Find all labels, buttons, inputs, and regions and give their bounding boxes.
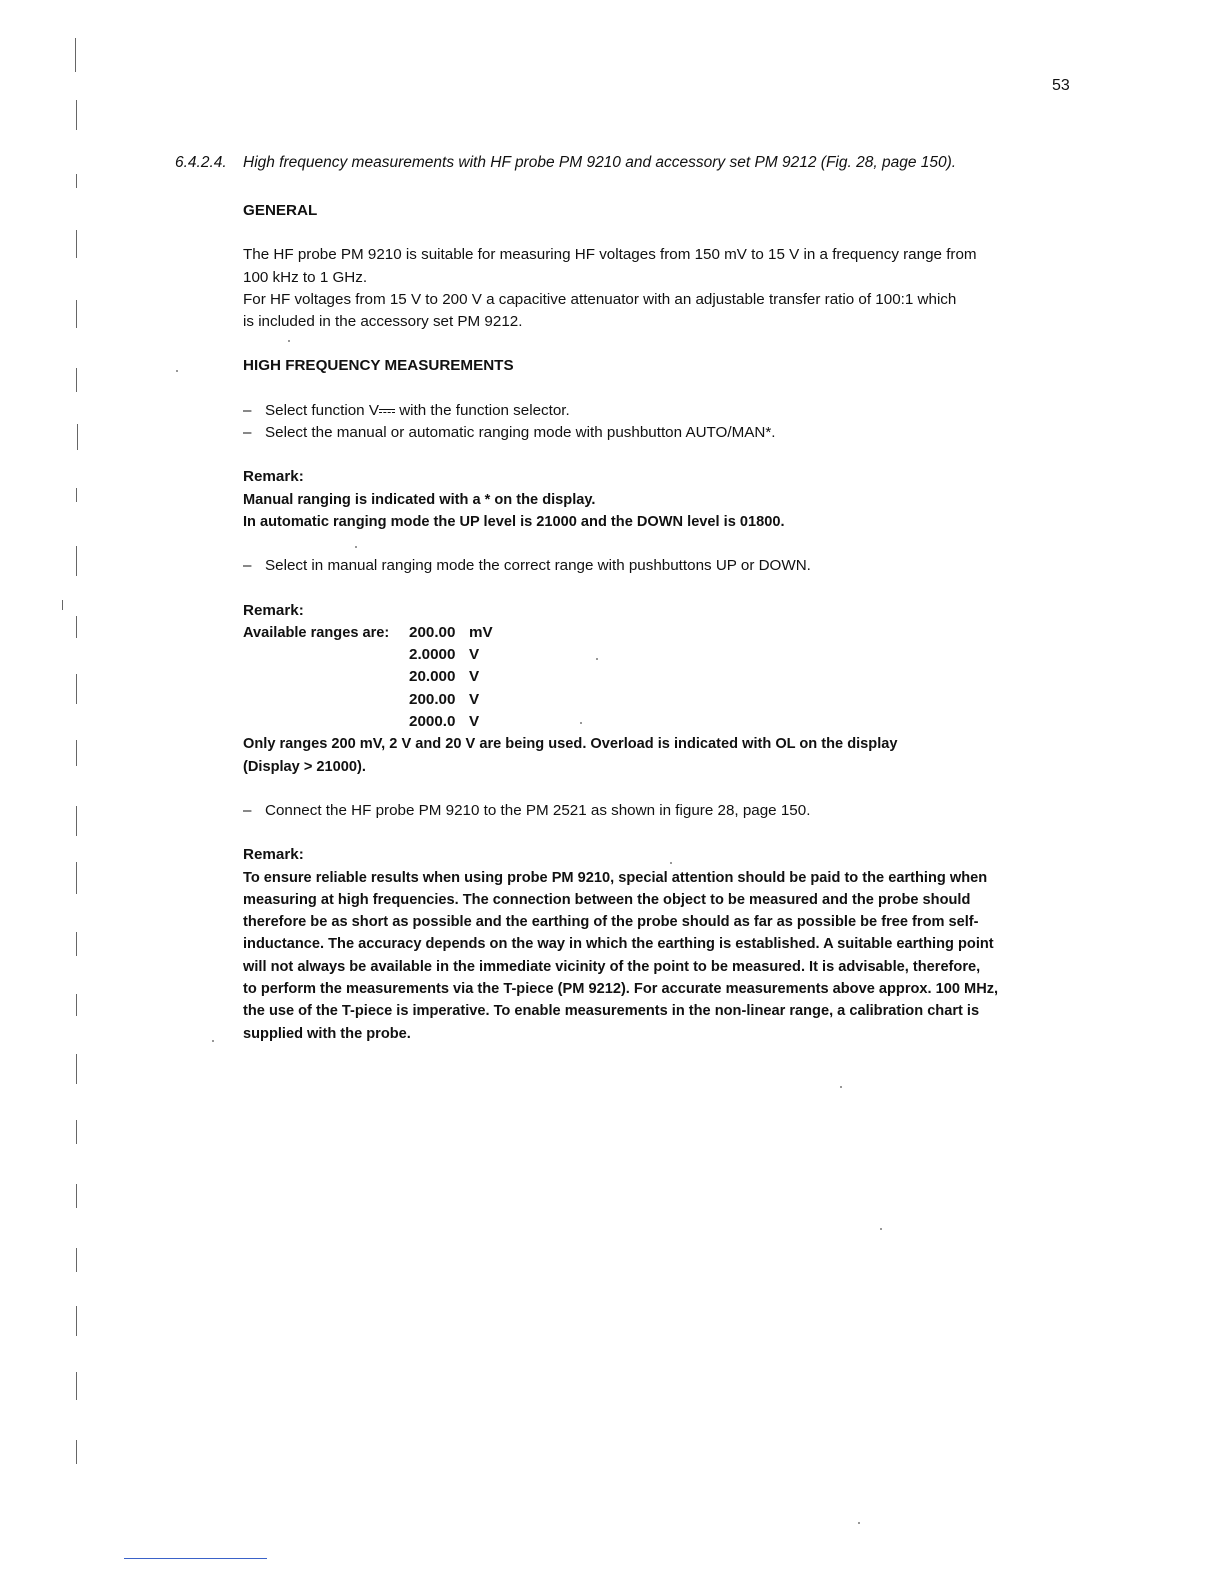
remark-3-line-3: therefore be as short as possible and the earthing of the probe should as far as possible be free from self- — [243, 914, 979, 931]
range-unit: V — [469, 646, 480, 664]
remark-3-line-1: To ensure reliable results when using probe PM 9210, special attention should be paid to the earthing when — [243, 869, 988, 886]
scan-margin-mark — [76, 174, 77, 188]
scan-margin-mark — [76, 1248, 77, 1272]
page-number: 53 — [1052, 77, 1070, 94]
scan-margin-mark — [77, 424, 78, 450]
scan-speck — [880, 1228, 882, 1230]
scan-margin-mark — [76, 1120, 77, 1144]
scan-speck — [580, 722, 582, 724]
bottom-rule — [124, 1558, 267, 1559]
range-unit: mV — [469, 623, 493, 641]
remark-2-label: Remark: — [243, 601, 304, 619]
range-value: 200.00 — [409, 690, 456, 708]
scan-margin-mark — [76, 368, 77, 392]
range-unit: V — [469, 713, 480, 731]
range-row — [243, 666, 493, 688]
ranges-label: Available ranges are: — [243, 624, 390, 641]
remark-2-note-line-1: Only ranges 200 mV, 2 V and 20 V are being used. Overload is indicated with OL on the display — [243, 736, 898, 753]
general-heading: GENERAL — [243, 202, 318, 219]
scan-margin-mark — [76, 740, 77, 766]
remark-3-line-6: to perform the measurements via the T-piece (PM 9212). For accurate measurements above approx. 100 MHz, — [243, 981, 999, 998]
scan-speck — [212, 1040, 214, 1042]
scan-speck — [670, 862, 672, 864]
step1-before: Select function V — [265, 401, 379, 419]
scan-margin-mark — [76, 100, 77, 130]
general-line-4: is included in the accessory set PM 9212. — [243, 313, 523, 331]
step1-after: with the function selector. — [394, 401, 570, 419]
scan-speck — [355, 546, 357, 548]
remark-1-line-1: Manual ranging is indicated with a * on the display. — [243, 491, 596, 508]
step-select-function — [243, 400, 1073, 422]
step4-text: Connect the HF probe PM 9210 to the PM 2521 as shown in figure 28, page 150. — [265, 801, 811, 819]
scan-margin-mark — [62, 600, 63, 610]
hf-heading: HIGH FREQUENCY MEASUREMENTS — [243, 357, 514, 375]
scan-speck — [288, 340, 290, 342]
scan-margin-mark — [76, 862, 77, 894]
scan-margin-mark — [76, 300, 77, 328]
scan-margin-mark — [76, 1306, 77, 1336]
dash: – — [243, 424, 252, 442]
section-title: High frequency measurements with HF probe PM 9210 and accessory set PM 9212 (Fig. 28, page 150). — [243, 154, 957, 171]
scan-margin-mark — [76, 1372, 77, 1400]
dash: – — [243, 557, 252, 575]
scan-speck — [858, 1522, 860, 1524]
step-select-ranging — [243, 422, 1073, 444]
remark-3-line-2: measuring at high frequencies. The connection between the object to be measured and the probe should — [243, 891, 971, 908]
range-value: 200.00 — [409, 623, 456, 641]
range-unit: V — [469, 690, 480, 708]
general-line-1: The HF probe PM 9210 is suitable for measuring HF voltages from 150 mV to 15 V in a frequency range from — [243, 246, 977, 264]
scan-margin-mark — [76, 806, 77, 836]
scan-margin-mark — [76, 546, 77, 576]
step-connect-probe — [243, 800, 1073, 822]
remark-1-label: Remark: — [243, 468, 304, 486]
remark-3-line-7: the use of the T-piece is imperative. To enable measurements in the non-linear range, a calibration chart is — [243, 1003, 980, 1020]
remark-3-line-8: supplied with the probe. — [243, 1025, 411, 1042]
range-unit: V — [469, 668, 480, 686]
range-value: 2000.0 — [409, 713, 456, 731]
scan-margin-mark — [76, 616, 77, 638]
scan-margin-mark — [76, 1054, 77, 1084]
range-row — [243, 644, 493, 666]
general-line-3: For HF voltages from 15 V to 200 V a capacitive attenuator with an adjustable transfer ratio of 100:1 which — [243, 290, 957, 308]
range-value: 20.000 — [409, 668, 456, 686]
scan-margin-mark — [76, 1184, 77, 1208]
scan-margin-mark — [76, 230, 77, 258]
scan-margin-mark — [76, 1440, 77, 1464]
general-line-2: 100 kHz to 1 GHz. — [243, 268, 368, 286]
range-row — [243, 622, 493, 644]
step3-text: Select in manual ranging mode the correct range with pushbuttons UP or DOWN. — [265, 557, 811, 575]
scan-margin-mark — [76, 488, 77, 502]
dash: – — [243, 801, 252, 819]
remark-3-line-4: inductance. The accuracy depends on the way in which the earthing is established. A suitable earthing point — [243, 936, 994, 953]
range-value: 2.0000 — [409, 646, 456, 664]
document-body — [243, 200, 1073, 1045]
remark-2-note-line-2: (Display > 21000). — [243, 758, 366, 775]
remark-3-label: Remark: — [243, 846, 304, 864]
section-number: 6.4.2.4. — [175, 154, 227, 171]
ranges-table — [243, 622, 493, 733]
remark-1-line-2: In automatic ranging mode the UP level is 21000 and the DOWN level is 01800. — [243, 513, 785, 530]
scan-speck — [596, 658, 598, 660]
remark-3-line-5: will not always be available in the immediate vicinity of the point to be measured. It is advisable, therefore, — [243, 958, 981, 975]
range-row — [243, 689, 493, 711]
scan-speck — [840, 1086, 842, 1088]
section-heading — [175, 154, 956, 172]
scan-margin-mark — [76, 932, 77, 956]
scan-margin-mark — [75, 38, 76, 72]
step2-text: Select the manual or automatic ranging mode with pushbutton AUTO/MAN*. — [265, 424, 776, 442]
range-row — [243, 711, 493, 733]
dc-voltage-symbol-icon — [379, 400, 395, 422]
dash: – — [243, 401, 252, 419]
step-select-range — [243, 555, 1073, 577]
scan-margin-mark — [76, 674, 77, 704]
scan-margin-mark — [76, 994, 77, 1016]
scan-speck — [176, 370, 178, 372]
